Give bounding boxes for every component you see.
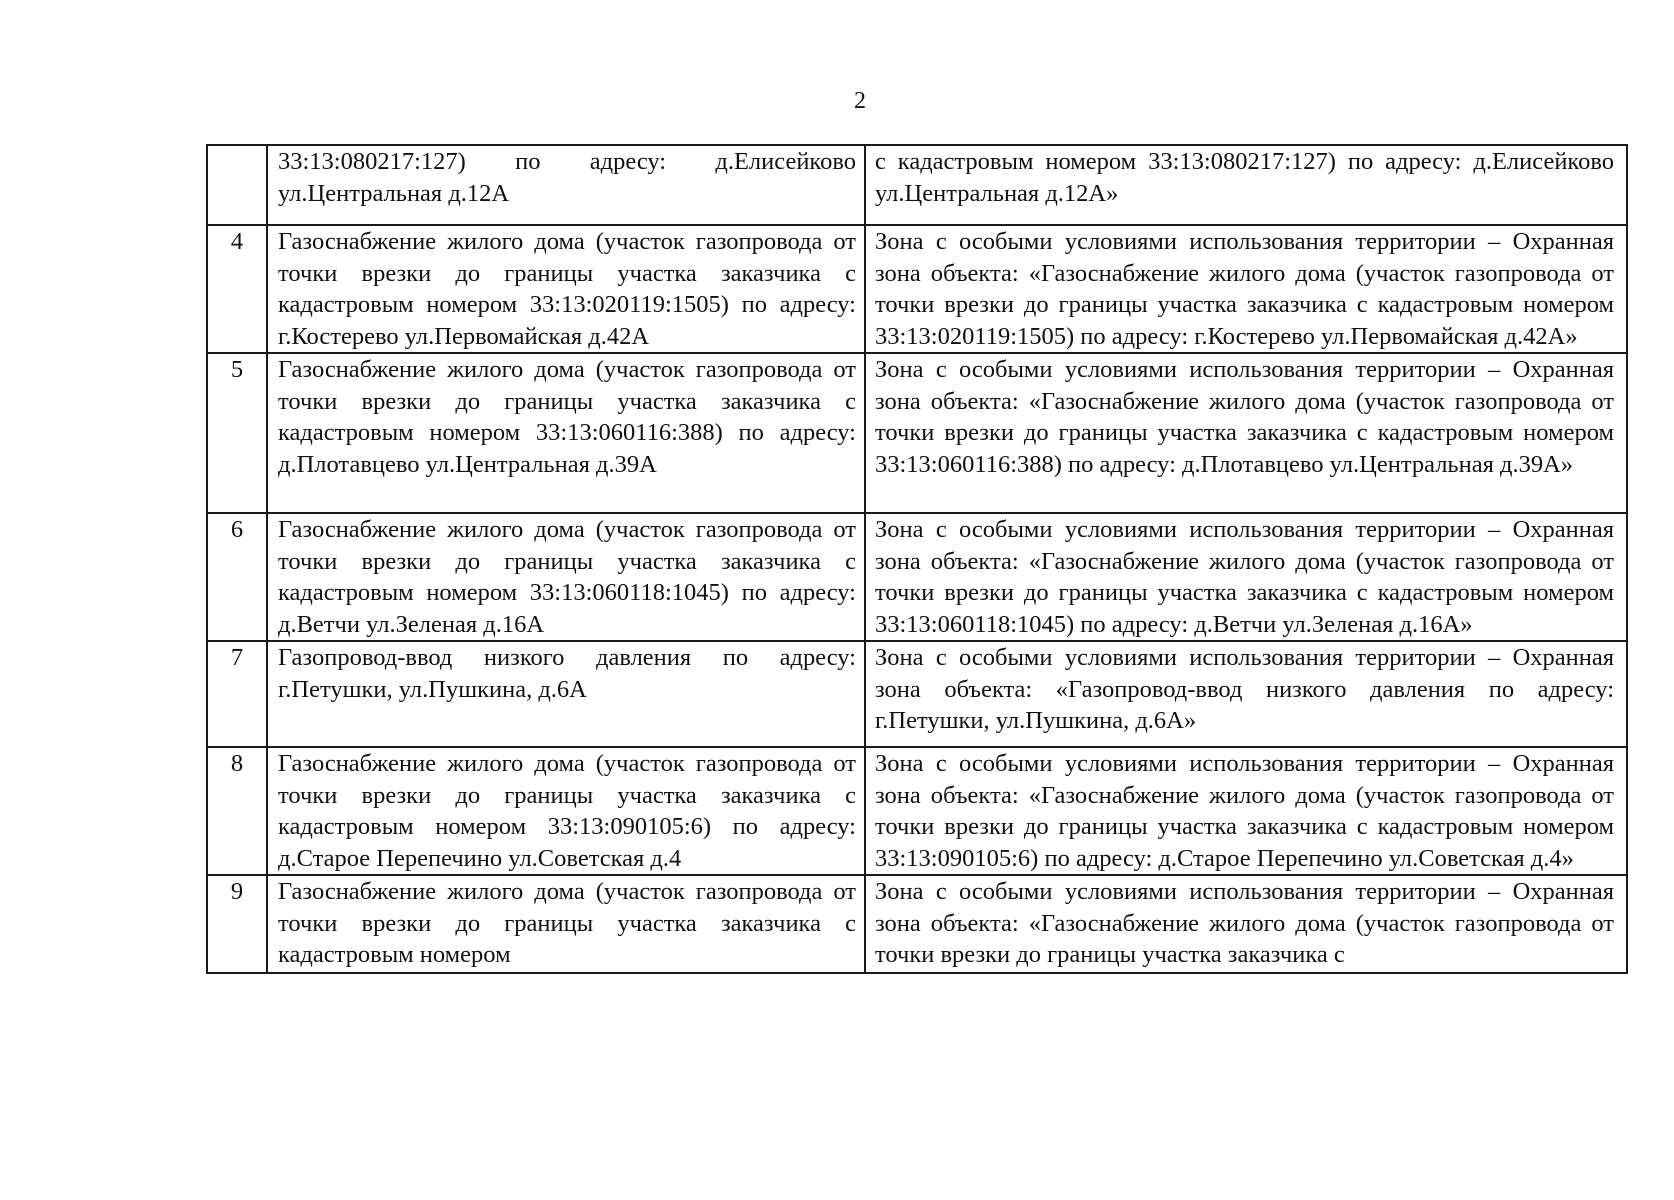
table-row bbox=[207, 641, 1627, 747]
row-number-cell: 5 bbox=[207, 353, 267, 513]
table-row bbox=[207, 353, 1627, 513]
row-number-cell: 4 bbox=[207, 225, 267, 353]
object-name-cell: Газоснабжение жилого дома (участок газопровода от точки врезки до границы участка заказчика с кадастровым номером 33:13:060118:1045) по адресу: д.Ветчи ул.Зеленая д.16А bbox=[267, 513, 865, 641]
zone-description-cell: Зона с особыми условиями использования территории – Охранная зона объекта: «Газоснабжение жилого дома (участок газопровода от точки врезки до границы участка заказчика с bbox=[865, 875, 1627, 973]
table-row bbox=[207, 747, 1627, 875]
zones-table bbox=[206, 144, 1628, 974]
object-name-cell: Газоснабжение жилого дома (участок газопровода от точки врезки до границы участка заказчика с кадастровым номером bbox=[267, 875, 865, 973]
row-number-cell: 7 bbox=[207, 641, 267, 747]
table-row bbox=[207, 145, 1627, 225]
row-number-cell: 9 bbox=[207, 875, 267, 973]
table-row bbox=[207, 513, 1627, 641]
zone-description-cell: Зона с особыми условиями использования территории – Охранная зона объекта: «Газопровод-ввод низкого давления по адресу: г.Петушки, ул.Пушкина, д.6А» bbox=[865, 641, 1627, 747]
zone-description-cell: с кадастровым номером 33:13:080217:127) по адресу: д.Елисейково ул.Центральная д.12А» bbox=[865, 145, 1627, 225]
object-name-cell: Газоснабжение жилого дома (участок газопровода от точки врезки до границы участка заказчика с кадастровым номером 33:13:060116:388) по адресу: д.Плотавцево ул.Центральная д.39А bbox=[267, 353, 865, 513]
table-row bbox=[207, 875, 1627, 973]
zone-description-cell: Зона с особыми условиями использования территории – Охранная зона объекта: «Газоснабжение жилого дома (участок газопровода от точки врезки до границы участка заказчика с кадастровым номером 33:13:020119:1505) по адресу: г.Костерево ул.Первомайская д.42А» bbox=[865, 225, 1627, 353]
row-number-cell bbox=[207, 145, 267, 225]
page-number: 2 bbox=[854, 88, 866, 114]
object-name-cell: Газоснабжение жилого дома (участок газопровода от точки врезки до границы участка заказчика с кадастровым номером 33:13:090105:6) по адресу: д.Старое Перепечино ул.Советская д.4 bbox=[267, 747, 865, 875]
zone-description-cell: Зона с особыми условиями использования территории – Охранная зона объекта: «Газоснабжение жилого дома (участок газопровода от точки врезки до границы участка заказчика с кадастровым номером 33:13:060118:1045) по адресу: д.Ветчи ул.Зеленая д.16А» bbox=[865, 513, 1627, 641]
row-number-cell: 8 bbox=[207, 747, 267, 875]
zone-description-cell: Зона с особыми условиями использования территории – Охранная зона объекта: «Газоснабжение жилого дома (участок газопровода от точки врезки до границы участка заказчика с кадастровым номером 33:13:090105:6) по адресу: д.Старое Перепечино ул.Советская д.4» bbox=[865, 747, 1627, 875]
row-number-cell: 6 bbox=[207, 513, 267, 641]
object-name-cell: Газопровод-ввод низкого давления по адресу: г.Петушки, ул.Пушкина, д.6А bbox=[267, 641, 865, 747]
object-name-cell: 33:13:080217:127) по адресу: д.Елисейково ул.Центральная д.12А bbox=[267, 145, 865, 225]
object-name-cell: Газоснабжение жилого дома (участок газопровода от точки врезки до границы участка заказчика с кадастровым номером 33:13:020119:1505) по адресу: г.Костерево ул.Первомайская д.42А bbox=[267, 225, 865, 353]
table-row bbox=[207, 225, 1627, 353]
zone-description-cell: Зона с особыми условиями использования территории – Охранная зона объекта: «Газоснабжение жилого дома (участок газопровода от точки врезки до границы участка заказчика с кадастровым номером 33:13:060116:388) по адресу: д.Плотавцево ул.Центральная д.39А» bbox=[865, 353, 1627, 513]
